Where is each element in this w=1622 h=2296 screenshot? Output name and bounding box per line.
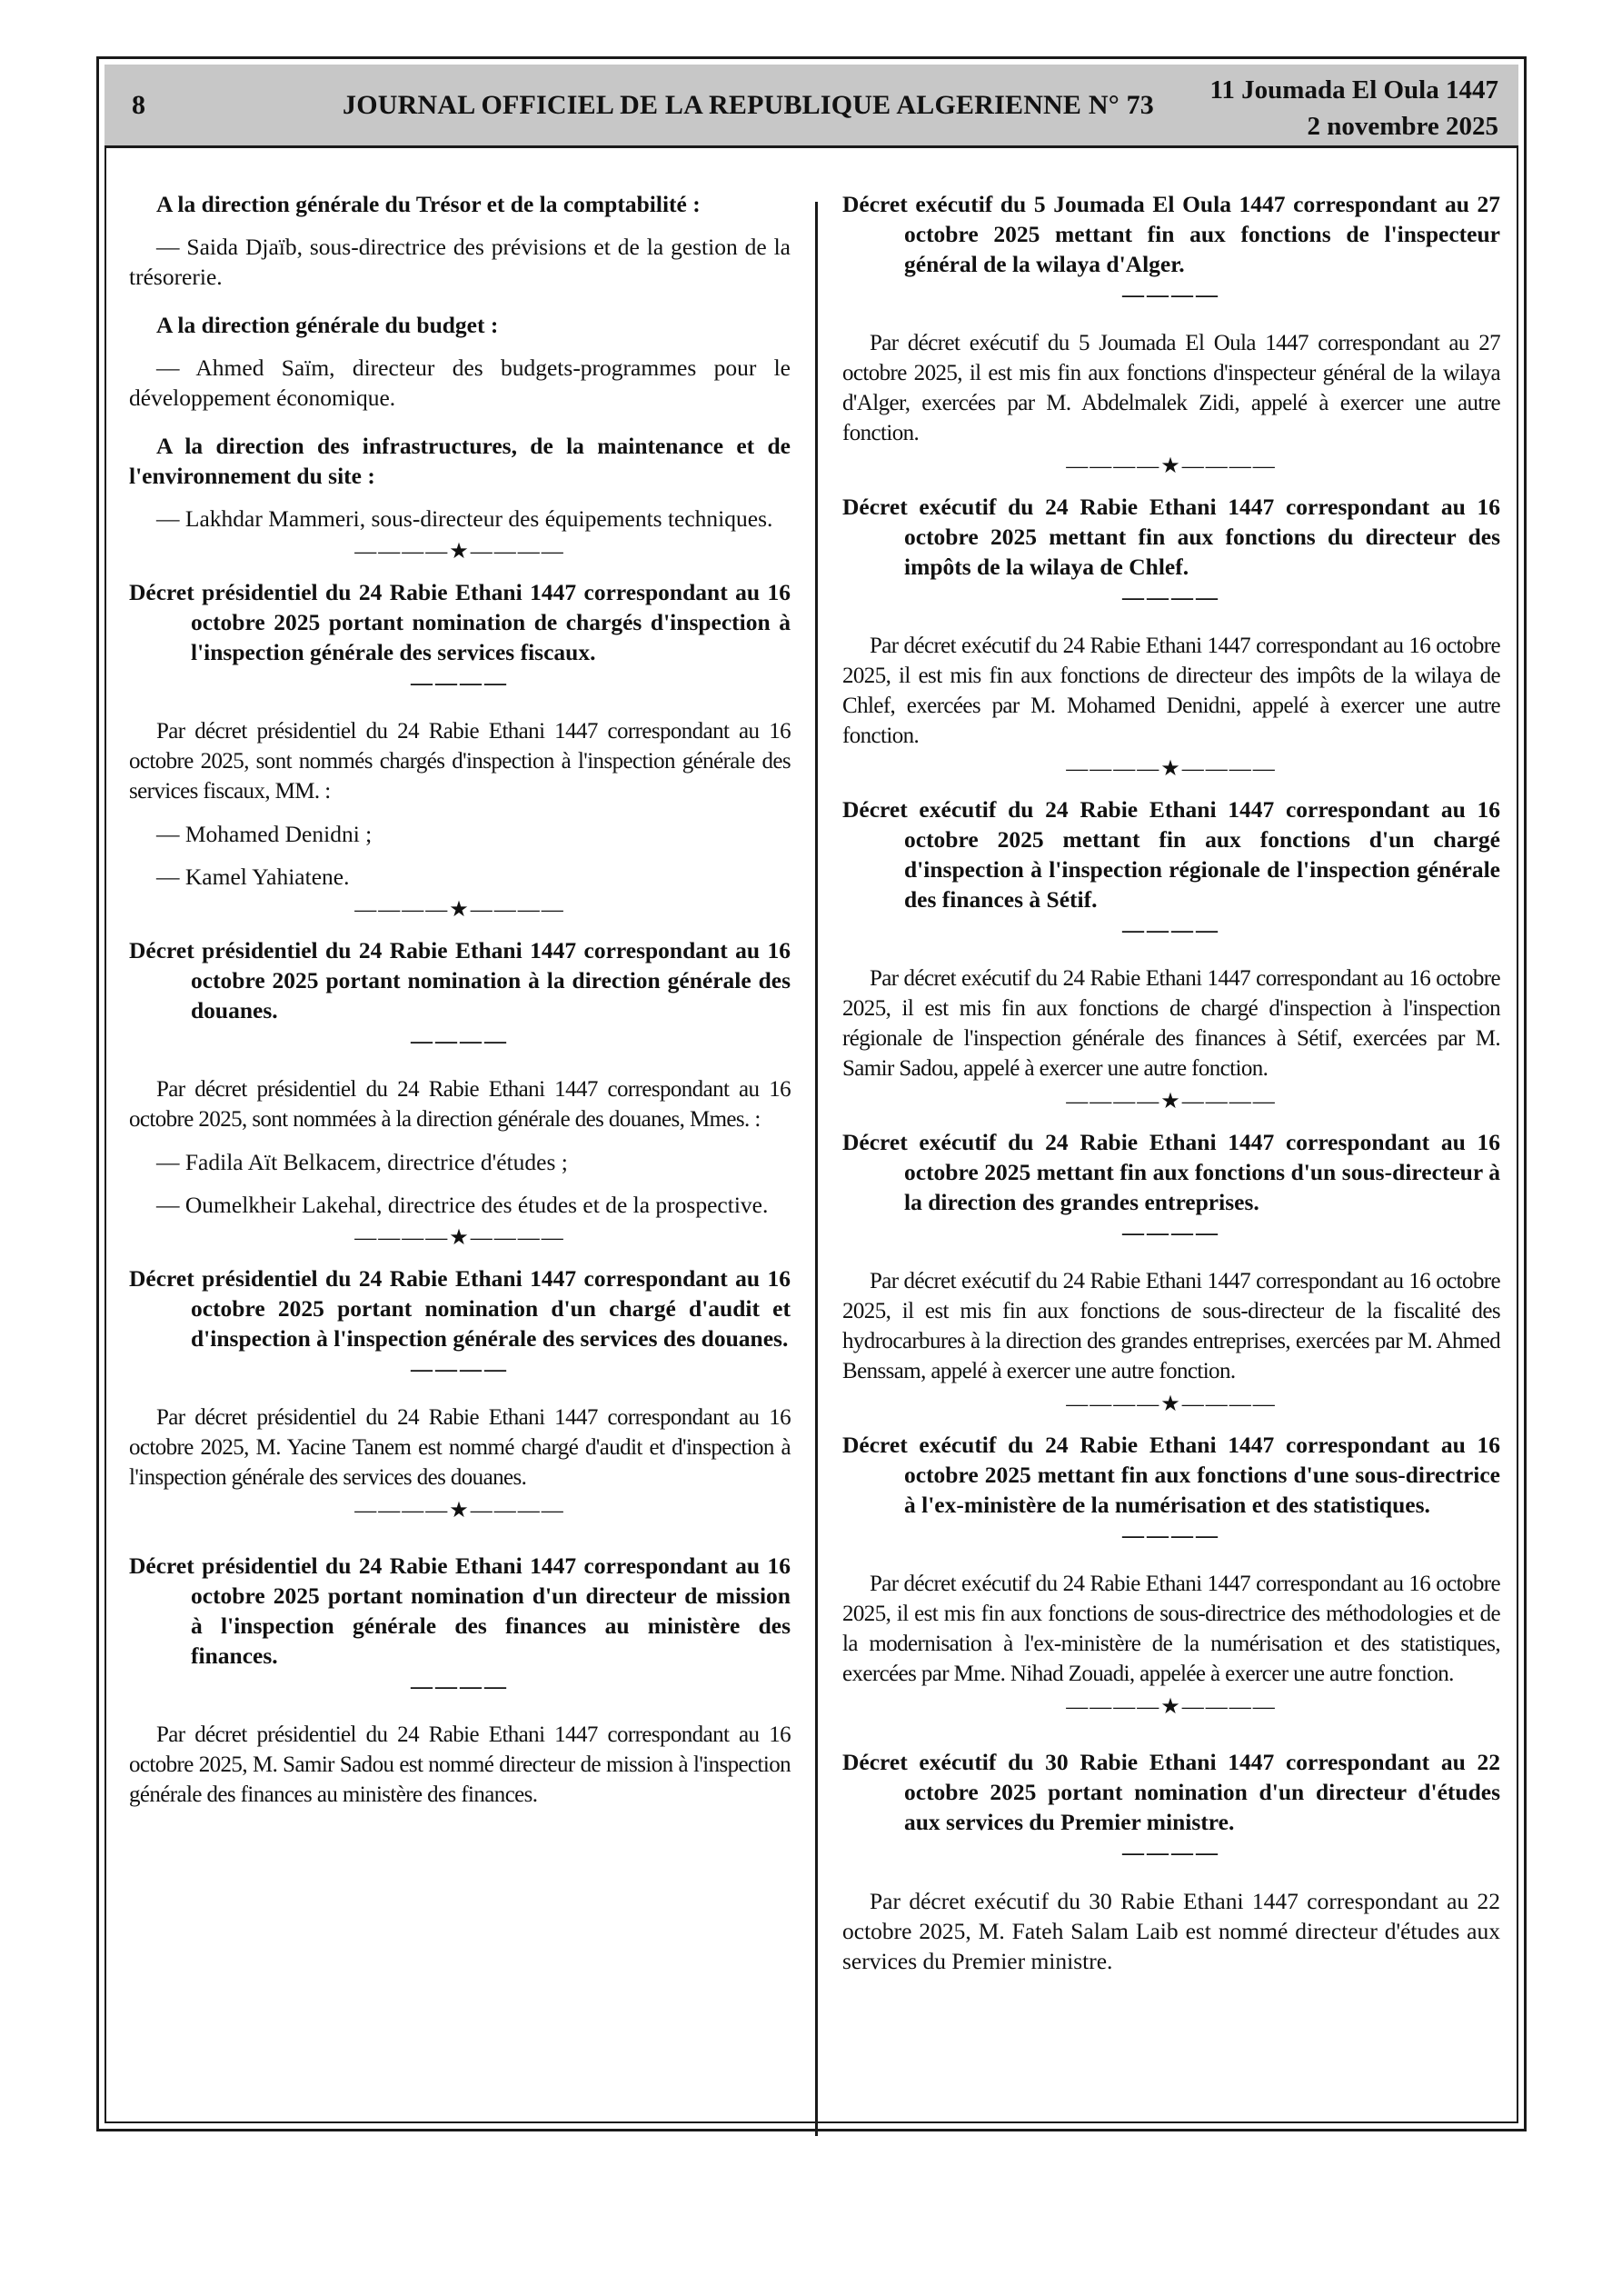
left-column <box>129 189 791 1810</box>
decree-title: Décret exécutif du 24 Rabie Ethani 1447 correspondant au 16 octobre 2025 mettant fin aux fonctions d'une sous-directrice à l'ex-ministère de la numérisation et des statistiques. <box>842 1432 1500 1518</box>
decree-title: Décret exécutif du 24 Rabie Ethani 1447 correspondant au 16 octobre 2025 mettant fin aux fonctions d'un chargé d'inspection à l'inspection régionale de l'inspection générale des finances à Sétif. <box>842 796 1500 913</box>
issue-date <box>1210 72 1498 145</box>
appointee-item: — Lakhdar Mammeri, sous-directeur des équipements techniques. <box>156 505 773 532</box>
short-separator: ———— <box>411 1675 509 1699</box>
decree-body: Par décret présidentiel du 24 Rabie Ethani 1447 correspondant au 16 octobre 2025, sont nommés chargés d'inspection à l'inspection générale des services fiscaux, MM. : <box>129 719 791 804</box>
appointee-item: — Ahmed Saïm, directeur des budgets-programmes pour le développement économique. <box>129 354 791 411</box>
decree-body: Par décret exécutif du 30 Rabie Ethani 1447 correspondant au 22 octobre 2025, M. Fateh Salam Laib est nommé directeur d'études aux services du Premier ministre. <box>842 1888 1500 1974</box>
decree-body: Par décret exécutif du 5 Joumada El Oula 1447 correspondant au 27 octobre 2025, il est mis fin aux fonctions d'inspecteur général de la wilaya d'Alger, exercées par M. Abdelmalek Zidi, appelé à exercer une autre fonction. <box>842 331 1500 445</box>
decree-body: Par décret exécutif du 24 Rabie Ethani 1447 correspondant au 16 octobre 2025, il est mis fin aux fonctions de directeur des impôts de la wilaya de Chlef, exercées par M. Mohamed Denidni, appelé à exercer une autre fonction. <box>842 634 1500 748</box>
star-separator: ————★———— <box>354 898 565 922</box>
star-separator: ————★———— <box>1066 757 1277 781</box>
decree-title: Décret exécutif du 24 Rabie Ethani 1447 correspondant au 16 octobre 2025 mettant fin aux fonctions d'un sous-directeur à la direction des grandes entreprises. <box>842 1129 1500 1215</box>
date-gregorian: 2 novembre 2025 <box>1307 112 1498 141</box>
decree-title: Décret présidentiel du 24 Rabie Ethani 1447 correspondant au 16 octobre 2025 portant nomination d'un directeur de mission à l'inspection générale des finances au ministère des finances. <box>129 1552 791 1669</box>
decree-body: Par décret exécutif du 24 Rabie Ethani 1447 correspondant au 16 octobre 2025, il est mis fin aux fonctions de chargé d'inspection à l'inspection régionale de l'inspection générale des finances à Sétif, exercées par M. Samir Sadou, appelé à exercer une autre fonction. <box>842 966 1500 1081</box>
star-separator: ————★———— <box>1066 454 1277 478</box>
section-heading: A la direction générale du budget : <box>156 312 499 338</box>
short-separator: ———— <box>411 1358 509 1382</box>
journal-header <box>104 65 1518 148</box>
short-separator: ———— <box>1122 1524 1220 1548</box>
appointee-item: — Kamel Yahiatene. <box>156 863 350 890</box>
decree-body: Par décret présidentiel du 24 Rabie Ethani 1447 correspondant au 16 octobre 2025, M. Yacine Tanem est nommé chargé d'audit et d'inspection à l'inspection générale des services des douanes. <box>129 1405 791 1490</box>
short-separator: ———— <box>1122 1842 1220 1865</box>
short-separator: ———— <box>1122 1222 1220 1245</box>
appointee-item: — Oumelkheir Lakehal, directrice des études et de la prospective. <box>156 1192 769 1218</box>
section-heading: A la direction des infrastructures, de la maintenance et de l'environnement du site : <box>129 433 791 489</box>
star-separator: ————★———— <box>1066 1695 1277 1719</box>
decree-body: Par décret présidentiel du 24 Rabie Ethani 1447 correspondant au 16 octobre 2025, sont nommées à la direction générale des douanes, Mmes. : <box>129 1077 791 1132</box>
column-divider <box>815 202 818 2136</box>
decree-title: Décret présidentiel du 24 Rabie Ethani 1447 correspondant au 16 octobre 2025 portant nomination à la direction générale des douanes. <box>129 937 791 1023</box>
decree-title: Décret exécutif du 24 Rabie Ethani 1447 correspondant au 16 octobre 2025 mettant fin aux fonctions du directeur des impôts de la wilaya de Chlef. <box>842 494 1500 580</box>
appointee-item: — Mohamed Denidni ; <box>156 821 373 847</box>
star-separator: ————★———— <box>354 1499 565 1522</box>
decree-body: Par décret exécutif du 24 Rabie Ethani 1447 correspondant au 16 octobre 2025, il est mis fin aux fonctions de sous-directrice des méthodologies et de la modernisation à l'ex-ministère de la numérisation et des statistiques, exercées par Mme. Nihad Zouadi, appelée à exercer une autre fonction. <box>842 1572 1500 1686</box>
appointee-item: — Fadila Aït Belkacem, directrice d'études ; <box>156 1149 568 1175</box>
short-separator: ———— <box>1122 586 1220 610</box>
decree-title: Décret exécutif du 30 Rabie Ethani 1447 correspondant au 22 octobre 2025 portant nomination d'un directeur d'études aux services du Premier ministre. <box>842 1749 1500 1835</box>
short-separator: ———— <box>1122 919 1220 943</box>
decree-body: Par décret présidentiel du 24 Rabie Ethani 1447 correspondant au 16 octobre 2025, M. Samir Sadou est nommé directeur de mission à l'inspection générale des finances au ministère des finances. <box>129 1722 791 1807</box>
short-separator: ———— <box>1122 284 1220 307</box>
right-column <box>842 189 1500 1976</box>
date-hijri: 11 Joumada El Oula 1447 <box>1209 75 1498 105</box>
decree-title: Décret présidentiel du 24 Rabie Ethani 1447 correspondant au 16 octobre 2025 portant nomination de chargés d'inspection à l'inspection générale des services fiscaux. <box>129 579 791 665</box>
decree-title: Décret présidentiel du 24 Rabie Ethani 1447 correspondant au 16 octobre 2025 portant nomination d'un chargé d'audit et d'inspection à l'inspection générale des services des douanes. <box>129 1265 791 1352</box>
section-heading: A la direction générale du Trésor et de la comptabilité : <box>156 191 701 217</box>
appointee-item: — Saida Djaïb, sous-directrice des prévisions et de la gestion de la trésorerie. <box>129 234 791 290</box>
star-separator: ————★———— <box>1066 1393 1277 1416</box>
star-separator: ————★———— <box>1066 1090 1277 1113</box>
decree-title: Décret exécutif du 5 Joumada El Oula 1447 correspondant au 27 octobre 2025 mettant fin aux fonctions de l'inspecteur général de la wilaya d'Alger. <box>842 191 1500 277</box>
star-separator: ————★———— <box>354 1226 565 1250</box>
journal-title: JOURNAL OFFICIEL DE LA REPUBLIQUE ALGERIENNE N° 73 <box>343 90 1154 120</box>
star-separator: ————★———— <box>354 540 565 564</box>
decree-body: Par décret exécutif du 24 Rabie Ethani 1447 correspondant au 16 octobre 2025, il est mis fin aux fonctions de sous-directeur de la fiscalité des hydrocarbures à la direction des grandes entreprises, exercées par M. Ahmed Benssam, appelé à exercer une autre fonction. <box>842 1269 1500 1383</box>
page-number: 8 <box>132 90 145 120</box>
short-separator: ———— <box>411 672 509 695</box>
short-separator: ———— <box>411 1030 509 1053</box>
